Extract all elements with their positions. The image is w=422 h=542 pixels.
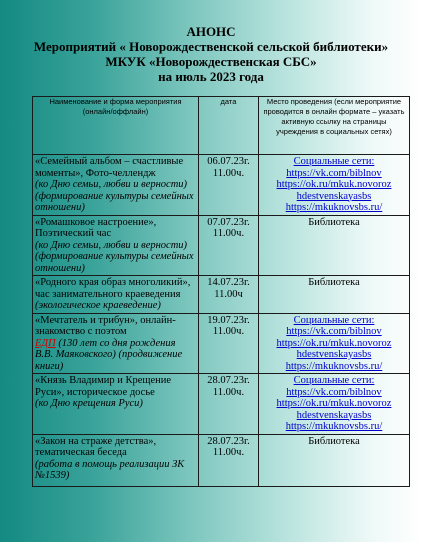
event-time: 11.00ч xyxy=(214,288,243,300)
event-title: «Закон на страже детства», тематическая беседа xyxy=(35,435,157,458)
event-title: «Ромашковое настроение», Поэтический час xyxy=(35,216,157,239)
event-place-cell xyxy=(259,434,410,486)
event-name-cell xyxy=(33,374,199,435)
social-link[interactable]: https://mkuknovsbs.ru/ xyxy=(285,360,383,372)
event-time: 11.00ч. xyxy=(212,228,245,239)
table-row xyxy=(33,155,410,216)
social-link[interactable]: https://vk.com/biblnov xyxy=(286,326,382,337)
event-date-cell xyxy=(199,374,259,435)
social-link[interactable]: https://ok.ru/mkuk.novoroz hdestvenskayasbs xyxy=(276,179,392,202)
column-header-place: Место проведения (если мероприятие проводится в онлайн формате – указать активную ссылку на страницы учреждения в социальных сетях) xyxy=(259,97,410,155)
table-row xyxy=(33,374,410,435)
event-note-text: (130 лет со дня рождения В.В. Маяковского) (продвижение книги) xyxy=(35,337,183,372)
table-row xyxy=(33,276,410,314)
social-networks-label: Социальные сети: xyxy=(293,314,375,326)
social-link[interactable]: https://vk.com/biblnov xyxy=(286,167,382,179)
header-subtitle-org: МКУК «Новорождественская СБС» xyxy=(105,54,317,69)
event-date: 07.07.23г. xyxy=(207,216,250,228)
event-date: 14.07.23г. xyxy=(207,277,250,288)
event-note xyxy=(35,459,196,482)
social-networks-label: Социальные сети: xyxy=(293,375,375,386)
event-tag: ЕДП xyxy=(35,337,56,349)
event-date-cell xyxy=(199,276,259,314)
event-date-cell xyxy=(199,313,259,374)
social-link[interactable]: https://ok.ru/mkuk.novoroz hdestvenskayasbs xyxy=(276,337,392,360)
table-header-row xyxy=(33,97,410,155)
social-link[interactable]: https://mkuknovsbs.ru/ xyxy=(285,202,383,213)
event-title: «Мечтатель и трибун», онлайн-знакомство с поэтом xyxy=(35,314,176,337)
event-note-text: (ко Дню семьи, любви и верности) (формирование культуры семейных отношени) xyxy=(35,179,194,213)
event-venue: Библиотека xyxy=(308,435,360,447)
table-body xyxy=(33,155,410,487)
social-link[interactable]: https://mkuknovsbs.ru/ xyxy=(285,421,383,432)
table-row xyxy=(33,215,410,276)
social-link[interactable]: https://ok.ru/mkuk.novoroz hdestvenskayasbs xyxy=(276,398,392,421)
event-place-cell xyxy=(259,374,410,435)
event-place-cell xyxy=(259,313,410,374)
events-table xyxy=(32,96,410,487)
event-title: «Семейный альбом – счастливые моменты», Фото-челлендж xyxy=(35,156,184,179)
event-date-cell xyxy=(199,215,259,276)
event-title: «Родного края образ многоликий», час занимательного краеведения xyxy=(35,277,191,300)
event-date-cell xyxy=(199,434,259,486)
event-name-cell xyxy=(33,276,199,314)
event-date: 28.07.23г. xyxy=(207,435,250,447)
event-note xyxy=(35,398,196,410)
column-header-name: Наименование и форма мероприятия (онлайн/оффлайн) xyxy=(33,97,199,155)
event-note-text: (ко Дню семьи, любви и верности) (формирование культуры семейных отношени) xyxy=(35,239,194,274)
event-date: 06.07.23г. xyxy=(207,156,250,167)
event-time: 11.00ч. xyxy=(212,326,245,337)
event-note-text: (работа в помощь реализации ЗК №1539) xyxy=(35,458,185,481)
column-header-date: дата xyxy=(199,97,259,155)
event-note xyxy=(35,300,196,312)
table-row xyxy=(33,434,410,486)
event-date: 19.07.23г. xyxy=(207,314,250,326)
social-link[interactable]: https://vk.com/biblnov xyxy=(286,386,382,398)
event-name-cell xyxy=(33,155,199,216)
event-venue: Библиотека xyxy=(308,277,360,288)
header-title: АНОНС xyxy=(186,24,236,39)
event-place-cell xyxy=(259,155,410,216)
event-time: 11.00ч. xyxy=(212,167,245,179)
event-note-text: (экологическое краеведение) xyxy=(35,300,161,311)
event-note xyxy=(35,240,196,275)
header-subtitle-library: Мероприятий « Новорождественской сельской библиотеки» xyxy=(33,39,389,54)
document-header xyxy=(0,24,422,84)
event-name-cell xyxy=(33,215,199,276)
event-time: 11.00ч. xyxy=(212,447,245,458)
table-row xyxy=(33,313,410,374)
event-date: 28.07.23г. xyxy=(207,375,250,386)
event-place-cell xyxy=(259,276,410,314)
event-venue: Библиотека xyxy=(308,216,360,228)
event-date-cell xyxy=(199,155,259,216)
header-period: на июль 2023 года xyxy=(158,69,264,84)
event-note xyxy=(35,179,196,214)
social-networks-label: Социальные сети: xyxy=(293,156,375,167)
event-title: «Князь Владимир и Крещение Руси», историческое досье xyxy=(35,375,172,398)
event-name-cell xyxy=(33,434,199,486)
event-note xyxy=(35,338,196,373)
event-name-cell xyxy=(33,313,199,374)
event-place-cell xyxy=(259,215,410,276)
event-time: 11.00ч. xyxy=(212,386,245,398)
event-note-text: (ко Дню крещения Руси) xyxy=(35,398,143,409)
